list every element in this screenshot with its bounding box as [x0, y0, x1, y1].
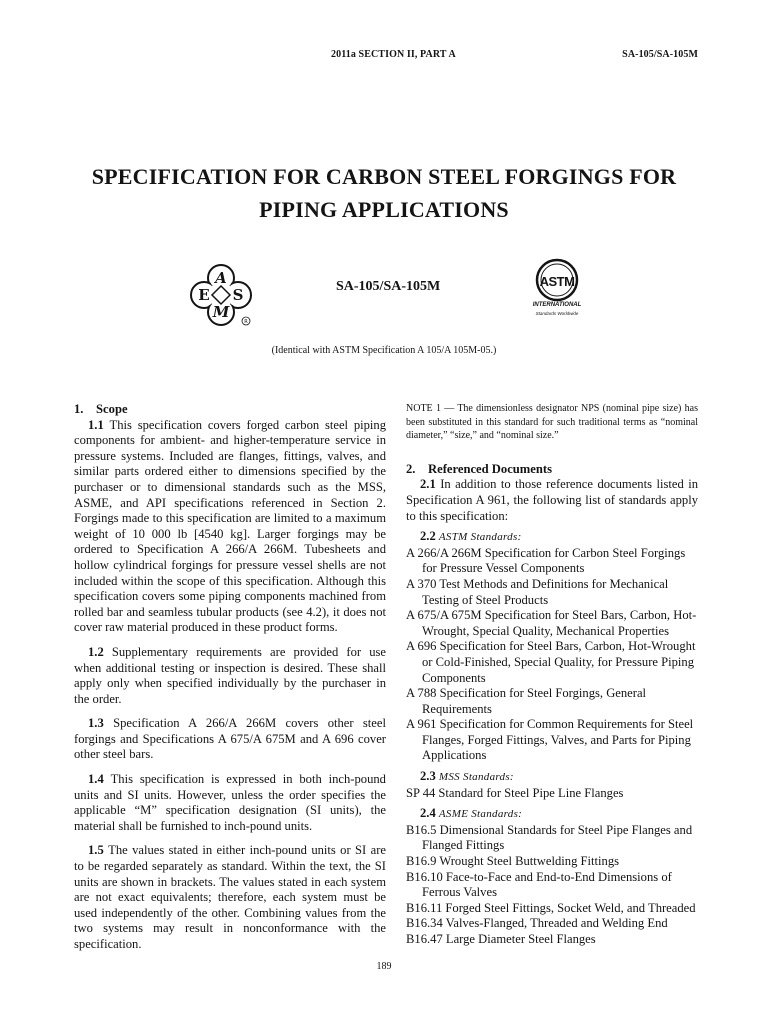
paragraph-number: 2.1: [420, 477, 436, 492]
asme-standards-heading: [406, 806, 698, 823]
reference-item: A 961 Specification for Common Requirements for Steel Flanges, Forged Fittings, Valves, and Parts for Piping Applications: [406, 717, 694, 763]
reference-item: A 266/A 266M Specification for Carbon Steel Forgings for Pressure Vessel Components: [406, 545, 686, 576]
paragraph-number: 1.4: [88, 772, 104, 787]
subsection-label: MSS Standards:: [438, 771, 514, 784]
paragraph-text: This specification covers forged carbon steel piping components for ambient- and higher-temperature service in pressure systems. Included are flanges, fittings, valves, and similar parts ordered either to dimensions specified by the purchaser or to dimensional standards such as the MSS, ASME, and API specifications referenced in Section 2. Forgings made to this specification are limited to a maximum weight of 10 000 lb [4540 kg]. Larger forgings may be ordered to Specification A 266/A 266M. Tubesheets and hollow cylindrical forgings for pressure vessel shells are not included within the scope of this specification. Although this specification covers some piping components machined from rolled bar and seamless tubular products (see 4.2), it does not cover raw material produced in these product forms.: [74, 417, 387, 635]
paragraph-text: Supplementary requirements are provided for use when additional testing or inspection is desired. These shall apply only when specified individually by the purchaser in the order.: [74, 644, 386, 706]
astm-tagline: Standards Worldwide: [535, 311, 579, 316]
paragraph-text: The values stated in either inch-pound units or SI are to be regarded separately as standard. Within the text, the SI units are shown in brackets. The values stated in each system are not exact equivalents; therefore, each system must be used independently of the other. Combining values from the two systems may result in nonconformance with the specification.: [74, 843, 386, 951]
astm-standards-heading: [406, 529, 698, 546]
section-number: 2.: [406, 461, 416, 476]
astm-international-text: INTERNATIONAL: [532, 302, 582, 308]
page-number: 189: [376, 961, 392, 972]
section-title: Scope: [96, 402, 128, 416]
subsection-label: ASME Standards:: [438, 808, 523, 821]
astm-logo: [524, 258, 590, 320]
paragraph-number: 1.1: [88, 417, 104, 432]
section-1-heading: [74, 402, 386, 418]
reference-item: B16.5 Dimensional Standards for Steel Pipe Flanges and Flanged Fittings: [406, 822, 693, 853]
reference-item: SP 44 Standard for Steel Pipe Line Flanges: [406, 785, 624, 800]
mss-standards-heading: [406, 769, 698, 786]
reference-item: B16.11 Forged Steel Fittings, Socket Weld, and Threaded: [406, 900, 696, 915]
reference-item: A 788 Specification for Steel Forgings, General Requirements: [406, 686, 647, 716]
paragraph-1-1: [74, 418, 386, 636]
reference-item: B16.10 Face-to-Face and End-to-End Dimensions of Ferrous Valves: [406, 869, 672, 900]
reference-item: B16.47 Large Diameter Steel Flanges: [406, 932, 596, 946]
asme-letter-e: E: [198, 286, 210, 304]
document-title: [40, 160, 728, 226]
paragraph-number: 1.5: [88, 843, 104, 858]
reference-item: A 696 Specification for Steel Bars, Carbon, Hot-Wrought or Cold-Finished, Special Quality, for Pressure Piping Components: [406, 639, 696, 685]
paragraph-number: 1.3: [88, 716, 104, 731]
running-header-section: 2011a SECTION II, PART A: [331, 49, 456, 60]
reference-item: A 370 Test Methods and Definitions for Mechanical Testing of Steel Products: [406, 576, 669, 607]
paragraph-text: In addition to those reference documents listed in Specification A 961, the following list of standards apply to this specification:: [406, 477, 698, 523]
right-column: [406, 402, 698, 948]
asme-letter-m: M: [212, 303, 230, 321]
section-2-heading: [406, 462, 698, 478]
paragraph-text: This specification is expressed in both inch-pound units and SI units. However, unless the order specifies the applicable “M” specification designation (SI units), the material shall be furnished to inch-pound units.: [74, 772, 386, 833]
paragraph-number: 2.2: [420, 529, 436, 544]
paragraph-text: Specification A 266/A 266M covers other steel forgings and Specifications A 675/A 675M and A 696 cover other steel bars.: [74, 716, 386, 762]
section-title: Referenced Documents: [428, 461, 552, 476]
section-number: 1.: [74, 402, 84, 416]
paragraph-number: 1.2: [88, 644, 104, 659]
paragraph-number: 2.4: [420, 806, 436, 821]
running-header-designation: SA-105/SA-105M: [622, 49, 698, 60]
reference-item: B16.9 Wrought Steel Buttwelding Fittings: [406, 854, 620, 869]
paragraph-2-1: [406, 477, 698, 524]
note-1: NOTE 1 — The dimensionless designator NPS (nominal pipe size) has been substituted in this standard for such traditional terms as “nominal diameter,” “size,” and “nominal size.”: [406, 403, 698, 442]
reference-item: B16.34 Valves-Flanged, Threaded and Welding End: [406, 916, 668, 931]
identical-note: (Identical with ASTM Specification A 105/A 105M-05.): [271, 345, 497, 356]
paragraph-1-4: [74, 772, 386, 834]
svg-text:R: R: [244, 319, 248, 325]
left-column: [74, 402, 386, 953]
paragraph-1-3: [74, 716, 386, 763]
astm-letters: ASTM: [539, 274, 575, 289]
reference-item: A 675/A 675M Specification for Steel Bars, Carbon, Hot-Wrought, Special Quality, Mechanical Properties: [406, 608, 697, 638]
asme-letter-s: S: [232, 286, 244, 304]
asme-logo: [188, 262, 254, 328]
designation: SA-105/SA-105M: [336, 279, 441, 294]
paragraph-1-5: [74, 843, 386, 952]
paragraph-1-2: [74, 645, 386, 707]
title-line-2: PIPING APPLICATIONS: [259, 197, 509, 222]
subsection-label: ASTM Standards:: [438, 531, 522, 544]
paragraph-number: 2.3: [420, 769, 436, 784]
title-line-1: SPECIFICATION FOR CARBON STEEL FORGINGS FOR: [91, 164, 677, 189]
asme-letter-a: A: [215, 269, 227, 287]
